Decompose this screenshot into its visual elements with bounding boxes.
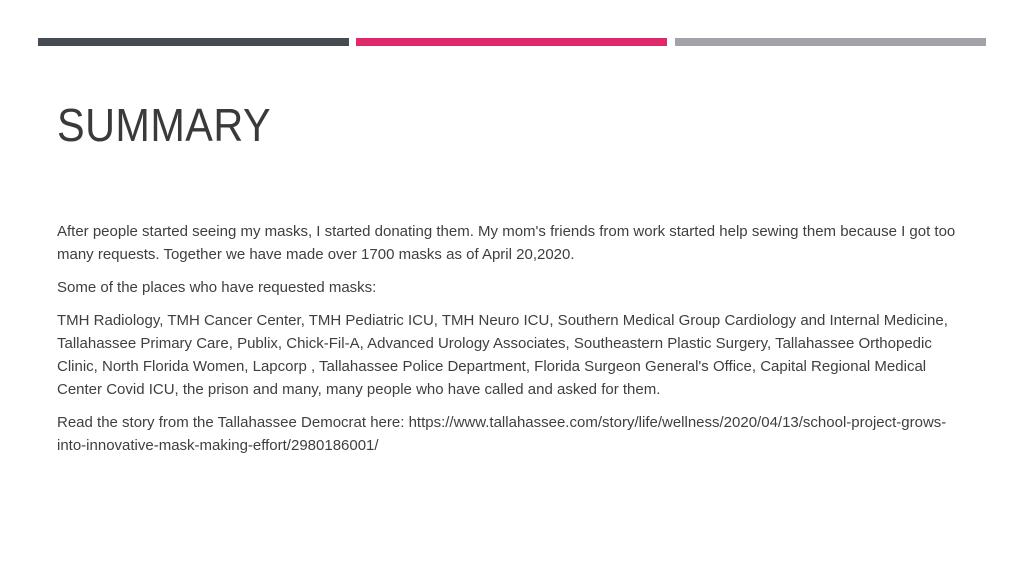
slide-title: SUMMARY (57, 99, 272, 151)
places-list: TMH Radiology, TMH Cancer Center, TMH Pediatric ICU, TMH Neuro ICU, Southern Medical Group Cardiology and Internal Medicine, Tallahassee Primary Care, Publix, Chick-Fil-A, Advanced Urology Associates, Southeastern Plastic Surgery, Tallahassee Orthopedic Clinic, North Florida Women, Lapcorp , Tallahassee Police Department, Florida Surgeon General's Office, Capital Regional Medical Center Covid ICU, the prison and many, many people who have called and asked for them. (57, 312, 948, 398)
accent-bars (38, 38, 986, 46)
places-heading: Some of the places who have requested masks: (57, 279, 377, 296)
intro-paragraph: After people started seeing my masks, I started donating them. My mom's friends from work started help sewing them because I got too many requests. Together we have made over 1700 masks as of April 20,2020. (57, 223, 956, 263)
accent-bar-pink (356, 38, 667, 46)
accent-bar-gray (675, 38, 986, 46)
story-link-paragraph: Read the story from the Tallahassee Democrat here: https://www.tallahassee.com/story/life/wellness/2020/04/13/school-project-grows-into-innovative-mask-making-effort/2980186001/ (57, 414, 947, 454)
slide-body (57, 220, 972, 467)
accent-bar-dark (38, 38, 349, 46)
